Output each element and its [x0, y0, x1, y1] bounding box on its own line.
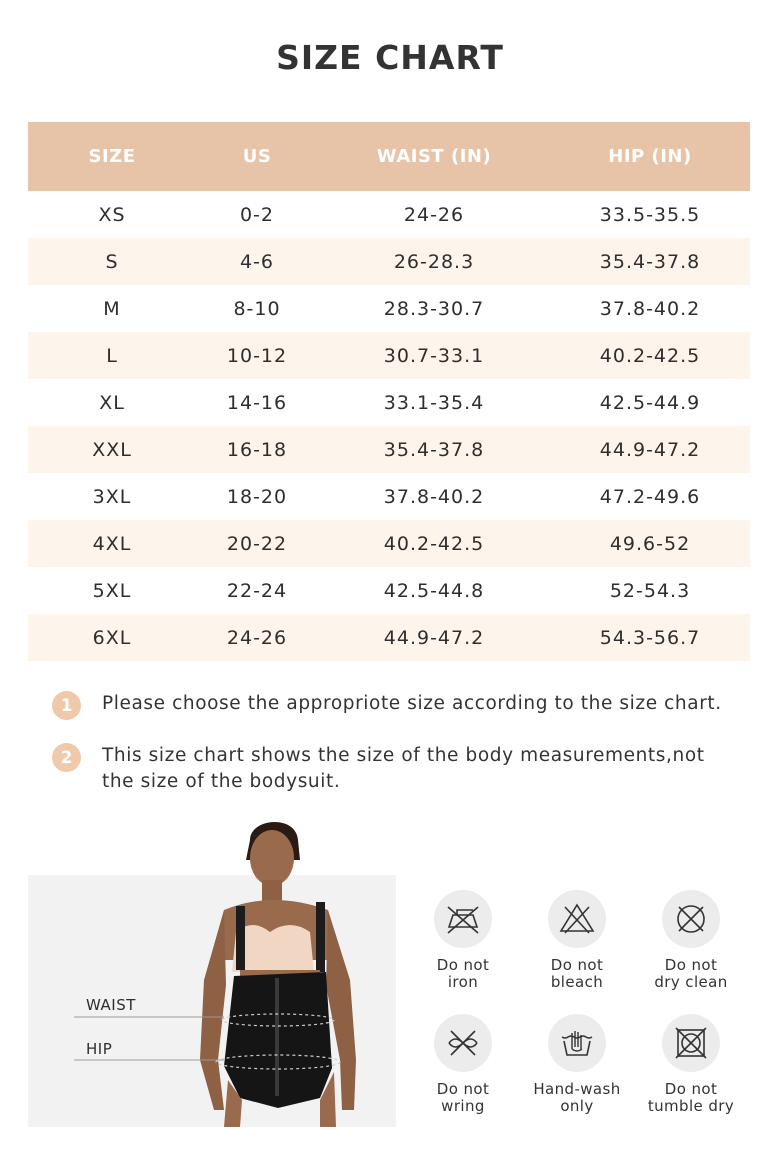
no-wring-icon: [434, 1014, 492, 1072]
cell-size: 4XL: [28, 520, 196, 567]
cell-size: 6XL: [28, 614, 196, 661]
cell-size: XL: [99, 391, 125, 414]
cell-hip: 47.2-49.6: [599, 485, 701, 508]
column-header-hip: HIP (IN): [550, 122, 750, 191]
cell-us: 10-12: [196, 332, 318, 379]
cell-waist: 33.1-35.4: [383, 391, 485, 414]
cell-size: 5XL: [92, 579, 132, 602]
cell-waist: 28.3-30.7: [383, 297, 485, 320]
column-header-waist: WAIST (IN): [318, 122, 550, 191]
size-chart-table: [28, 122, 750, 661]
cell-waist: 44.9-47.2: [318, 614, 550, 661]
note-2: [52, 743, 752, 795]
no-iron-icon: [434, 890, 492, 948]
care-label: Do not bleach: [550, 956, 604, 991]
no-dry-clean-icon: [662, 890, 720, 948]
note-text: This size chart shows the size of the body measurements,not the size of the bodysuit.: [102, 745, 705, 792]
cell-size: XS: [98, 203, 126, 226]
note-1: [52, 691, 752, 720]
cell-hip: 42.5-44.9: [599, 391, 701, 414]
care-hand-wash-only: [522, 1014, 632, 1115]
cell-hip: 54.3-56.7: [550, 614, 750, 661]
cell-hip: 40.2-42.5: [550, 332, 750, 379]
table-row: [28, 614, 750, 661]
care-label: Do not dry clean: [654, 956, 728, 991]
care-do-not-wring: [408, 1014, 518, 1115]
table-row: [28, 520, 750, 567]
cell-us: 22-24: [226, 579, 288, 602]
cell-us: 24-26: [196, 614, 318, 661]
cell-size: 3XL: [92, 485, 132, 508]
cell-waist: 42.5-44.8: [383, 579, 485, 602]
care-label: Do not wring: [436, 1080, 490, 1115]
care-do-not-iron: [408, 890, 518, 991]
table-row: [28, 473, 750, 520]
cell-hip: 52-54.3: [609, 579, 691, 602]
table-row: [28, 379, 750, 426]
no-bleach-icon: [548, 890, 606, 948]
note-number-badge: 1: [52, 691, 81, 720]
column-header-size: SIZE: [28, 122, 196, 191]
cell-hip: 44.9-47.2: [550, 426, 750, 473]
table-row: [28, 191, 750, 238]
table-header-row: [28, 122, 750, 191]
care-do-not-tumble-dry: [636, 1014, 746, 1115]
cell-size: M: [103, 297, 121, 320]
cell-us: 14-16: [226, 391, 288, 414]
cell-us: 16-18: [196, 426, 318, 473]
table-row: [28, 567, 750, 614]
table-row: [28, 426, 750, 473]
table-row: [28, 238, 750, 285]
note-number-badge: 2: [52, 743, 81, 772]
cell-hip: 35.4-37.8: [550, 238, 750, 285]
care-label: Hand-wash only: [533, 1080, 621, 1115]
cell-waist: 24-26: [403, 203, 465, 226]
page-title: SIZE CHART: [276, 38, 504, 77]
table-row: [28, 285, 750, 332]
cell-us: 18-20: [226, 485, 288, 508]
care-label: Do not iron: [436, 956, 490, 991]
hand-wash-icon: [548, 1014, 606, 1072]
no-tumble-dry-icon: [662, 1014, 720, 1072]
cell-us: 8-10: [233, 297, 281, 320]
hip-label: HIP: [86, 1040, 113, 1058]
cell-us: 20-22: [196, 520, 318, 567]
cell-us: 4-6: [196, 238, 318, 285]
care-do-not-bleach: [522, 890, 632, 991]
care-label: Do not tumble dry: [647, 1080, 735, 1115]
cell-size: S: [28, 238, 196, 285]
note-text: Please choose the appropriote size according to the size chart.: [102, 693, 722, 714]
care-do-not-dry-clean: [636, 890, 746, 991]
cell-waist: 40.2-42.5: [318, 520, 550, 567]
cell-us: 0-2: [239, 203, 275, 226]
cell-size: XXL: [28, 426, 196, 473]
cell-hip: 49.6-52: [550, 520, 750, 567]
cell-waist: 37.8-40.2: [383, 485, 485, 508]
cell-hip: 37.8-40.2: [599, 297, 701, 320]
cell-hip: 33.5-35.5: [599, 203, 701, 226]
cell-size: L: [28, 332, 196, 379]
waist-label: WAIST: [86, 996, 136, 1014]
model-figure-illustration: [28, 810, 396, 1127]
cell-waist: 35.4-37.8: [318, 426, 550, 473]
cell-waist: 30.7-33.1: [318, 332, 550, 379]
column-header-us: US: [196, 122, 318, 191]
table-row: [28, 332, 750, 379]
cell-waist: 26-28.3: [318, 238, 550, 285]
